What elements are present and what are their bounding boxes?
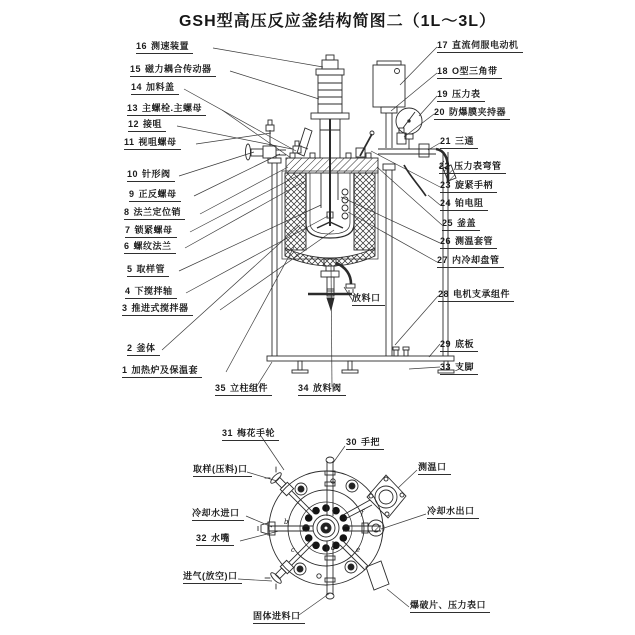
label-32-water-nozzle: 32 水嘴 [196,533,234,546]
label-33-foot: 33 支脚 [440,362,478,375]
label-1-heating-furnace-insulation: 1 加热炉及保温套 [122,365,202,378]
label-24-platinum-resistance: 24 铂电阻 [440,198,488,211]
label-13-main-bolt-nut: 13 主螺栓.主螺母 [127,103,206,116]
label-3-propeller-stirrer: 3 推进式搅拌器 [122,303,193,316]
label-solid-feed-port: 固体进料口 [253,611,305,624]
pressure-gauge [396,108,422,149]
label-26-thermowell: 26 测温套管 [440,236,497,249]
label-5-sampling-tube: 5 取样管 [127,264,169,277]
port-letter-c: c [291,546,295,554]
label-17-dc-servo-motor: 17 直流伺服电动机 [437,40,523,53]
port-letter-b: b [284,518,289,526]
label-gas-inlet-vent-port: 进气(放空)口 [183,571,242,584]
label-18-v-belt: 18 O型三角带 [437,66,502,79]
temperature-port-plate [343,475,406,519]
label-21-tee: 21 三通 [440,136,478,149]
rupture-disc-plate [340,541,389,590]
label-2-vessel-body: 2 釜体 [127,343,160,356]
label-temperature-port: 测温口 [418,462,451,475]
label-25-vessel-lid: 25 釜盖 [442,218,480,231]
label-discharge-port: 放料口 [352,293,385,306]
label-34-discharge-valve: 34 放料阀 [298,383,346,396]
label-8-flange-locating-pin: 8 法兰定位销 [124,207,185,220]
label-23-tightening-handle: 23 旋紧手柄 [440,180,497,193]
port-letter-d: d [331,544,336,552]
label-28-motor-support-assembly: 28 电机支承组件 [438,289,514,302]
label-30-handle: 30 手把 [346,437,384,450]
label-7-lock-nut: 7 锁紧螺母 [125,225,177,238]
label-29-base-plate: 29 底板 [440,339,478,352]
label-31-plum-handwheel: 31 梅花手轮 [222,428,279,441]
stirrer-and-internals [317,119,348,228]
label-10-needle-valve: 10 针形阀 [127,169,175,182]
page-title: GSH型高压反应釜结构简图二（1L～3L） [178,13,497,30]
v-belt [386,113,392,148]
label-12-nozzle: 12 接咀 [128,119,166,132]
label-11-sight-nozzle-nut: 11 视咀螺母 [124,137,181,150]
label-6-threaded-flange: 6 螺纹法兰 [124,241,176,254]
label-cooling-water-outlet: 冷却水出口 [427,506,479,519]
dc-servo-motor [373,61,405,113]
port-letter-f: f [361,509,364,517]
label-9-forward-reverse-nut: 9 正反螺母 [129,189,181,202]
label-cooling-water-inlet: 冷却水进口 [192,508,244,521]
lid-fittings [293,128,374,157]
port-letter-e: e [356,546,361,554]
label-14-feed-cover: 14 加料盖 [131,82,179,95]
label-22-gauge-bend-pipe: 22 压力表弯管 [439,161,506,174]
label-19-pressure-gauge: 19 压力表 [437,89,485,102]
foot [292,361,308,373]
label-27-inner-cooling-coil: 27 内冷却盘管 [437,255,504,268]
label-20-rupture-disc-holder: 20 防爆膜夹持器 [434,107,510,120]
label-35-column-assembly: 35 立柱组件 [215,383,272,396]
vessel-lid [286,153,378,173]
label-15-magnetic-coupling-drive: 15 磁力耦合传动器 [130,64,216,77]
foot [342,361,358,373]
label-rupture-disc-pressure-gauge-port: 爆破片、压力表口 [410,600,490,613]
label-16-speed-measuring-device: 16 测速装置 [136,41,193,54]
label-4-lower-stirring-shaft: 4 下搅拌轴 [125,286,177,299]
label-sampling-port: 取样(压料)口 [193,464,252,477]
